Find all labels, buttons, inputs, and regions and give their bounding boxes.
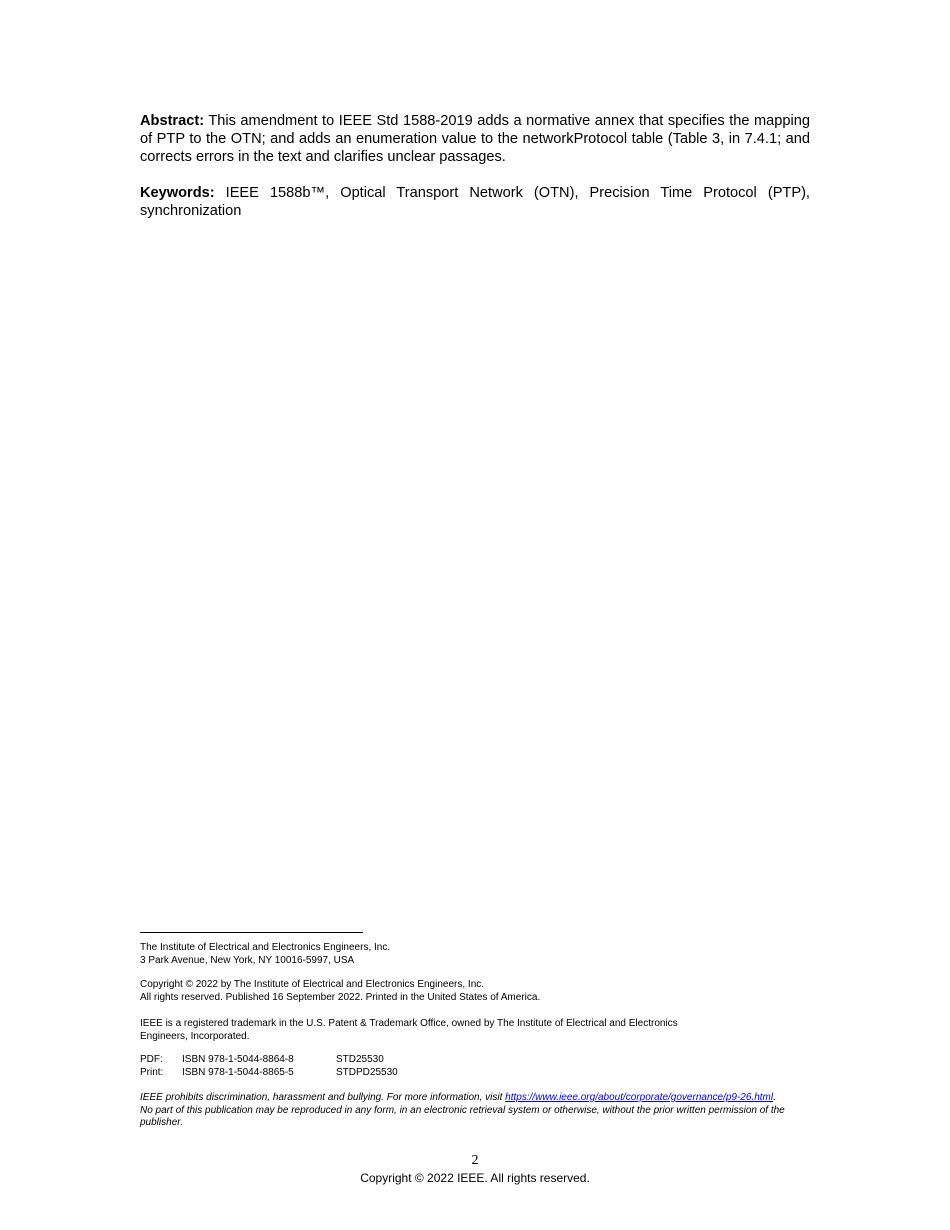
legal-prefix: IEEE prohibits discrimination, harassment and bullying. For more information, visit <box>140 1092 506 1103</box>
abstract-paragraph <box>140 112 810 166</box>
legal-notice <box>140 1092 812 1130</box>
trademark-line-1: IEEE is a registered trademark in the U.S. Patent & Trademark Office, owned by The Institute of Electrical and Electronics <box>140 1018 678 1029</box>
keywords-label: Keywords: <box>140 185 215 201</box>
isbn-format-label: Print: <box>140 1066 164 1078</box>
publisher-address: 3 Park Avenue, New York, NY 10016-5997, USA <box>140 954 355 966</box>
isbn-number: ISBN 978-1-5044-8865-5 <box>182 1066 294 1078</box>
isbn-row-print <box>140 1067 812 1080</box>
keywords-paragraph <box>140 184 810 220</box>
publisher-block <box>140 942 812 967</box>
isbn-row-pdf <box>140 1054 812 1067</box>
policy-link[interactable]: https://www.ieee.org/about/corporate/governance/p9-26.html <box>505 1092 774 1103</box>
trademark-line-2: Engineers, Incorporated. <box>140 1030 250 1042</box>
footnote-divider <box>140 932 363 933</box>
copyright-block <box>140 979 812 1004</box>
legal-suffix: . <box>773 1092 776 1103</box>
abstract-text: This amendment to IEEE Std 1588-2019 adds a normative annex that specifies the mapping of PTP to the OTN; and adds an enumeration value to the networkProtocol table (Table 3, in 7.4.1; and corrects errors in the text and clarifies unclear passages. <box>140 113 810 165</box>
copyright-line-2: All rights reserved. Published 16 September 2022. Printed in the United States of America. <box>140 991 541 1003</box>
isbn-std-code: STDPD25530 <box>336 1066 398 1078</box>
legal-reproduction-notice: No part of this publication may be reproduced in any form, in an electronic retrieval system or otherwise, without the prior written permission of the publisher. <box>140 1104 785 1129</box>
isbn-std-code: STD25530 <box>336 1054 384 1065</box>
footer-copyright: Copyright © 2022 IEEE. All rights reserved. <box>360 1171 590 1185</box>
abstract-label: Abstract: <box>140 113 205 129</box>
isbn-block <box>140 1054 812 1079</box>
copyright-line-1: Copyright © 2022 by The Institute of Electrical and Electronics Engineers, Inc. <box>140 979 485 990</box>
keywords-text: IEEE 1588b™, Optical Transport Network (OTN), Precision Time Protocol (PTP), synchronization <box>140 185 810 219</box>
publisher-name: The Institute of Electrical and Electronics Engineers, Inc. <box>140 942 391 953</box>
trademark-block <box>140 1018 812 1043</box>
isbn-number: ISBN 978-1-5044-8864-8 <box>182 1054 294 1065</box>
page-number: 2 <box>471 1153 479 1168</box>
isbn-format-label: PDF: <box>140 1054 163 1065</box>
